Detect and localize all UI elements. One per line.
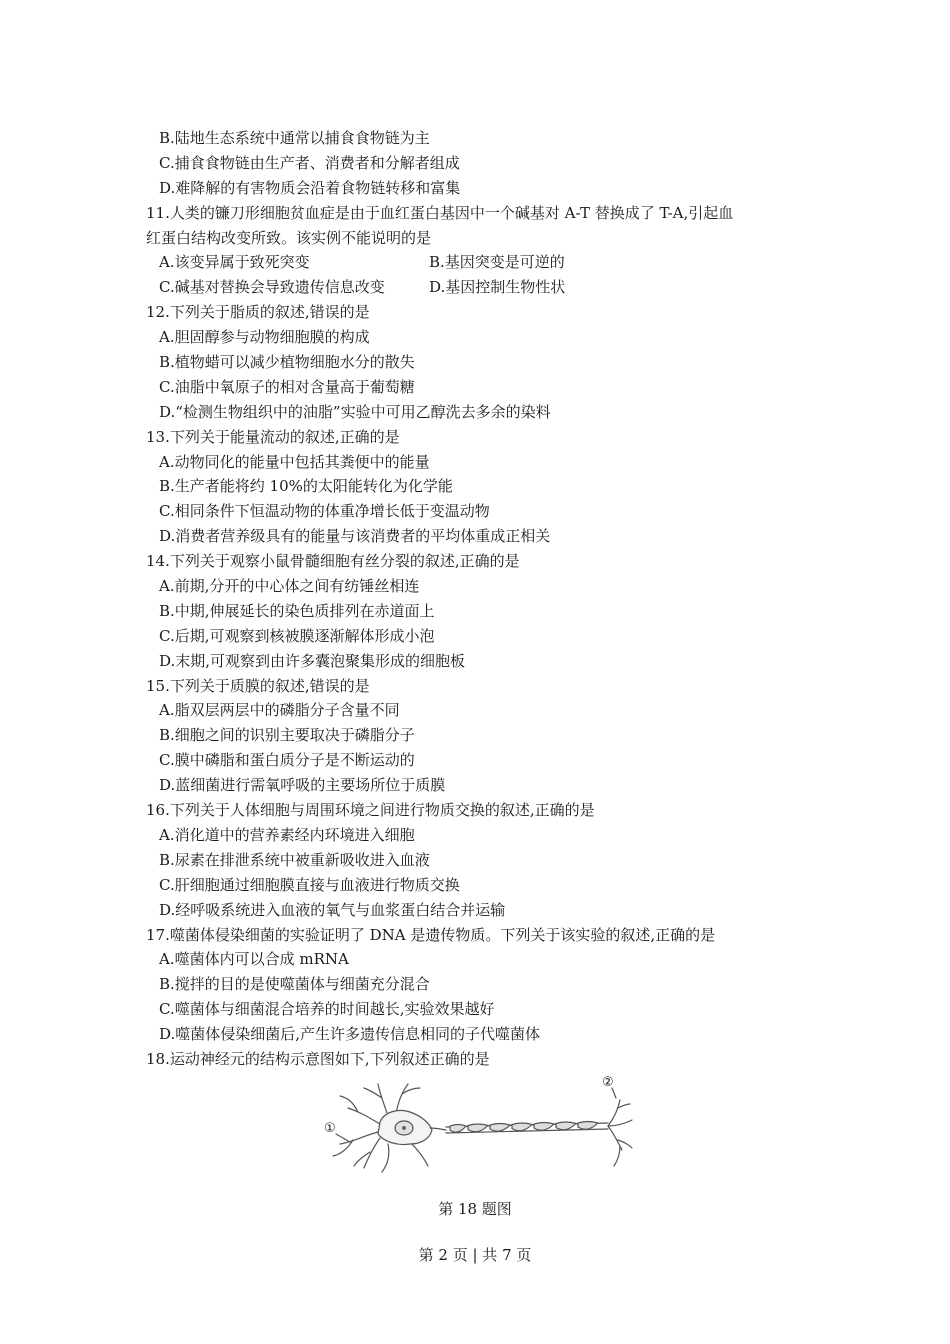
q16-option-c: C.肝细胞通过细胞膜直接与血液进行物质交换 bbox=[159, 875, 460, 894]
figure-label-2: ② bbox=[602, 1075, 614, 1090]
q16-option-d: D.经呼吸系统进入血液的氧气与血浆蛋白结合并运输 bbox=[159, 900, 506, 919]
q17-stem: 17.噬菌体侵染细菌的实验证明了 DNA 是遗传物质。下列关于该实验的叙述,正确的是 bbox=[146, 925, 716, 944]
q12-option-c: C.油脂中氧原子的相对含量高于葡萄糖 bbox=[159, 377, 415, 396]
q17-option-b: B.搅拌的目的是使噬菌体与细菌充分混合 bbox=[159, 975, 430, 994]
q16-stem: 16.下列关于人体细胞与周围环境之间进行物质交换的叙述,正确的是 bbox=[146, 801, 595, 820]
q12-option-d: D.“检测生物组织中的油脂”实验中可用乙醇洗去多余的染料 bbox=[159, 402, 551, 421]
q11-option-b: B.基因突变是可逆的 bbox=[429, 253, 565, 272]
q10-option-c: C.捕食食物链由生产者、消费者和分解者组成 bbox=[159, 153, 460, 172]
q15-stem: 15.下列关于质膜的叙述,错误的是 bbox=[146, 676, 370, 695]
q11-option-c: C.碱基对替换会导致遗传信息改变 bbox=[159, 278, 385, 297]
q13-option-a: A.动物同化的能量中包括其粪便中的能量 bbox=[159, 452, 430, 471]
question-list bbox=[143, 126, 813, 1072]
q12-option-a: A.胆固醇参与动物细胞膜的构成 bbox=[159, 328, 370, 347]
q17-option-d: D.噬菌体侵染细菌后,产生许多遗传信息相同的子代噬菌体 bbox=[159, 1025, 541, 1044]
q13-option-d: D.消费者营养级具有的能量与该消费者的平均体重成正相关 bbox=[159, 527, 551, 546]
q16-option-b: B.尿素在排泄系统中被重新吸收进入血液 bbox=[159, 850, 430, 869]
q17-option-c: C.噬菌体与细菌混合培养的时间越长,实验效果越好 bbox=[159, 1000, 495, 1019]
q16-option-a: A.消化道中的营养素经内环境进入细胞 bbox=[159, 825, 415, 844]
q12-stem: 12.下列关于脂质的叙述,错误的是 bbox=[146, 303, 370, 322]
q11-option-d: D.基因控制生物性状 bbox=[429, 278, 566, 297]
q11-stem-continued: 红蛋白结构改变所致。该实例不能说明的是 bbox=[146, 228, 432, 247]
q11-option-a: A.该变异属于致死突变 bbox=[159, 253, 310, 272]
q13-option-c: C.相同条件下恒温动物的体重净增长低于变温动物 bbox=[159, 502, 490, 521]
q11-stem: 11.人类的镰刀形细胞贫血症是由于血红蛋白基因中一个碱基对 A-T 替换成了 T-A,引起血 bbox=[146, 203, 734, 222]
q14-option-a: A.前期,分开的中心体之间有纺锤丝相连 bbox=[159, 577, 420, 596]
q15-option-b: B.细胞之间的识别主要取决于磷脂分子 bbox=[159, 726, 415, 745]
q15-option-d: D.蓝细菌进行需氧呼吸的主要场所位于质膜 bbox=[159, 776, 446, 795]
q14-option-c: C.后期,可观察到核被膜逐渐解体形成小泡 bbox=[159, 626, 435, 645]
q14-stem: 14.下列关于观察小鼠骨髓细胞有丝分裂的叙述,正确的是 bbox=[146, 552, 520, 571]
figure-label-1: ① bbox=[324, 1121, 336, 1136]
q13-stem: 13.下列关于能量流动的叙述,正确的是 bbox=[146, 427, 400, 446]
q12-option-b: B.植物蜡可以减少植物细胞水分的散失 bbox=[159, 353, 415, 372]
q17-option-a: A.噬菌体内可以合成 mRNA bbox=[159, 950, 349, 969]
figure-caption: 第 18 题图 bbox=[438, 1200, 512, 1218]
q14-option-b: B.中期,伸展延长的染色质排列在赤道面上 bbox=[159, 601, 435, 620]
q15-option-a: A.脂双层两层中的磷脂分子含量不同 bbox=[159, 701, 400, 720]
q11-options-row-2 bbox=[143, 275, 813, 300]
q11-options-row-1 bbox=[143, 250, 813, 275]
q10-option-b: B.陆地生态系统中通常以捕食食物链为主 bbox=[159, 129, 430, 147]
q18-stem: 18.运动神经元的结构示意图如下,下列叙述正确的是 bbox=[146, 1049, 490, 1068]
q13-option-b: B.生产者能将约 10%的太阳能转化为化学能 bbox=[159, 477, 453, 496]
q15-option-c: C.膜中磷脂和蛋白质分子是不断运动的 bbox=[159, 751, 415, 770]
page-footer: 第 2 页 | 共 7 页 bbox=[418, 1246, 532, 1264]
neuron-diagram bbox=[318, 1072, 638, 1182]
q10-option-d: D.难降解的有害物质会沿着食物链转移和富集 bbox=[159, 178, 461, 197]
q14-option-d: D.末期,可观察到由许多囊泡聚集形成的细胞板 bbox=[159, 651, 466, 670]
